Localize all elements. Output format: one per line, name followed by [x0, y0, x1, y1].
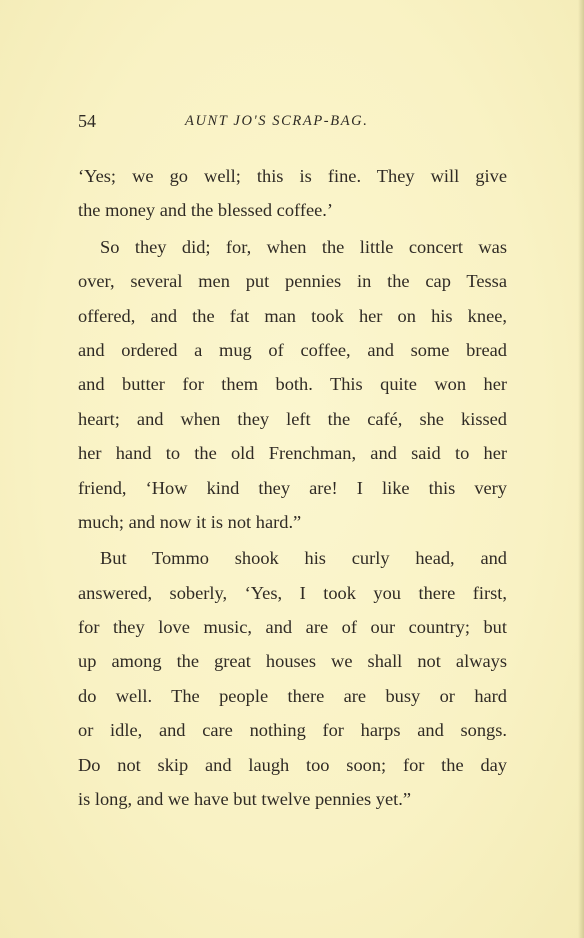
page-header [78, 111, 508, 135]
page-number: 54 [78, 111, 96, 131]
text-line: do well. The people there are busy or hard [78, 685, 507, 706]
text-line: heart; and when they left the café, she kissed [78, 408, 507, 429]
paragraph-1 [78, 159, 507, 228]
text-line: So they did; for, when the little concert was [100, 236, 507, 257]
text-line: Do not skip and laugh too soon; for the day [78, 754, 507, 775]
text-line: up among the great houses we shall not always [78, 651, 507, 672]
text-line: her hand to the old Frenchman, and said to her [78, 443, 507, 464]
running-title: AUNT JO'S SCRAP-BAG. [185, 113, 369, 129]
text-line: much; and now it is not hard.” [78, 511, 302, 532]
paragraph-3 [78, 541, 507, 816]
text-line: over, several men put pennies in the cap Tessa [78, 271, 507, 292]
page-edge-shadow [578, 0, 584, 938]
text-line: for they love music, and are of our country; but [78, 617, 507, 638]
text-line: or idle, and care nothing for harps and songs. [78, 720, 507, 741]
paragraph-2 [78, 230, 507, 540]
text-line: friend, ‘How kind they are! I like this very [78, 477, 507, 498]
text-line: But Tommo shook his curly head, and [100, 548, 507, 569]
text-line: the money and the blessed coffee.’ [78, 200, 333, 221]
body-text [78, 159, 507, 816]
text-line: answered, soberly, ‘Yes, I took you there first, [78, 582, 507, 603]
text-line: and butter for them both. This quite won her [78, 374, 507, 395]
text-line: ‘Yes; we go well; this is fine. They will give [78, 166, 507, 186]
text-line: and ordered a mug of coffee, and some bread [78, 339, 507, 360]
text-line: offered, and the fat man took her on his knee, [78, 305, 507, 326]
text-line: is long, and we have but twelve pennies yet.” [78, 789, 411, 810]
